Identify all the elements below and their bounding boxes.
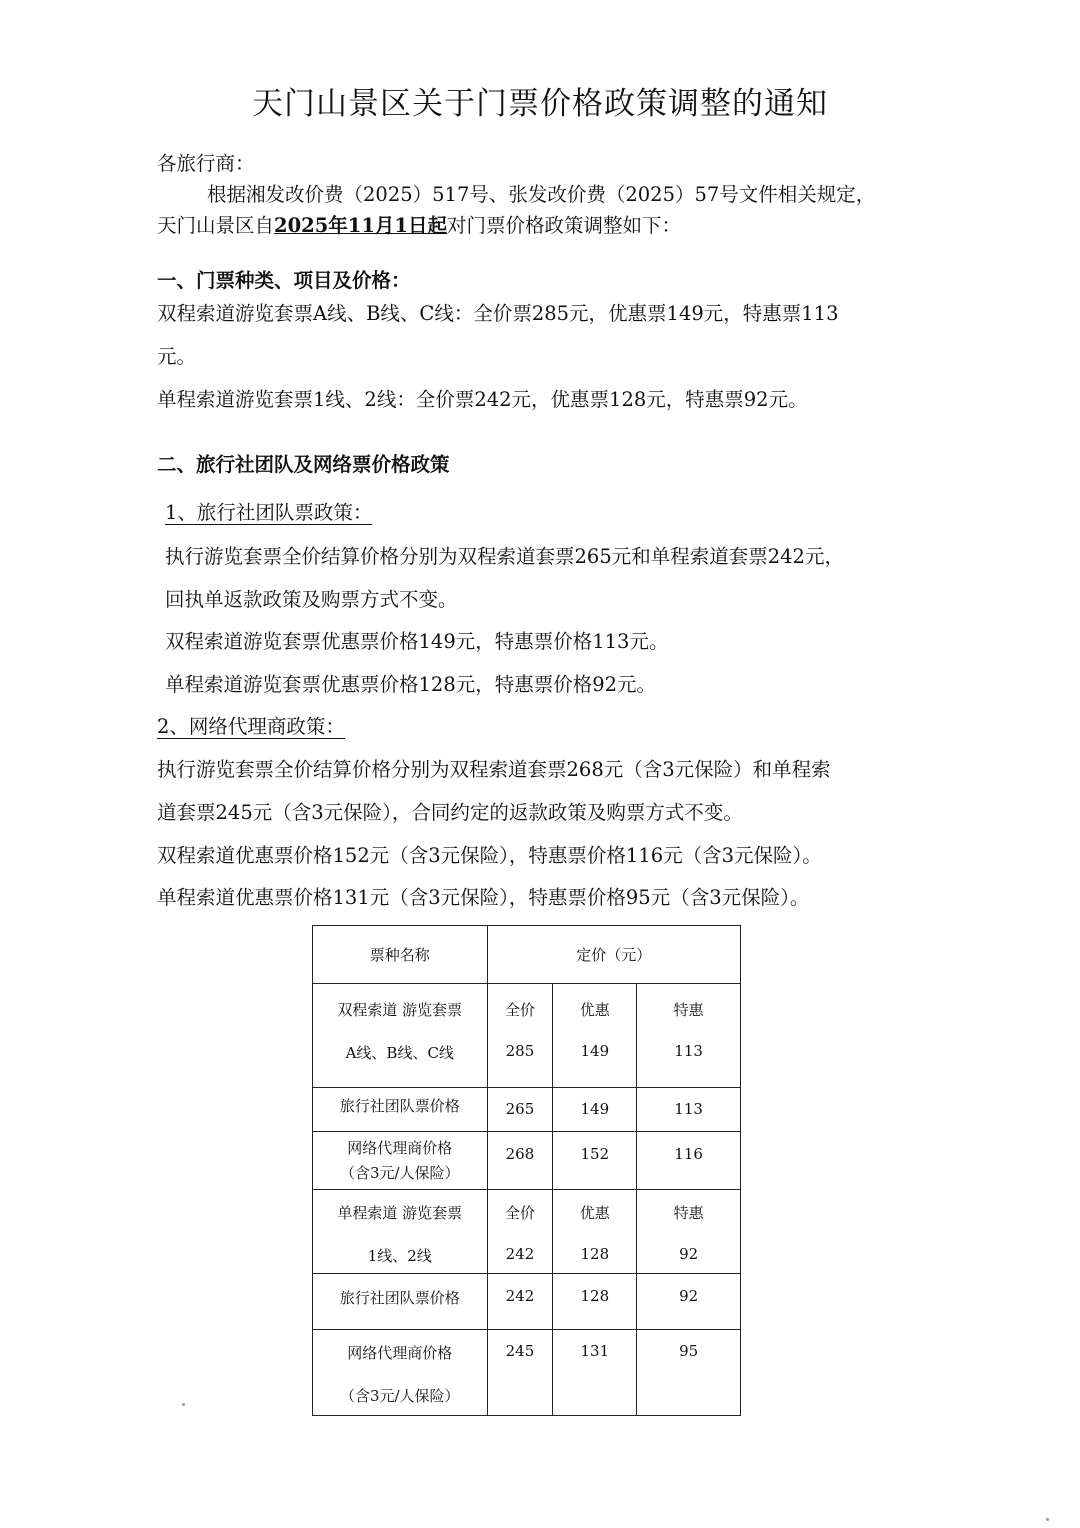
double-name-1: 双程索道 游览套票: [337, 1001, 463, 1019]
single-pref: 128: [580, 1245, 610, 1263]
double-agency-row: [313, 1088, 741, 1132]
single-main-row: [313, 1190, 741, 1274]
double-name-2: A线、B线、C线: [345, 1044, 454, 1062]
sub2-line-1: 执行游览套票全价结算价格分别为双程索道套票268元（含3元保险）和单程索: [157, 758, 831, 781]
intro-suffix: 对门票价格政策调整如下：: [447, 214, 682, 237]
sub1-line-1: 执行游览套票全价结算价格分别为双程索道套票265元和单程索道套票242元，: [165, 545, 844, 568]
header-price-cell: 定价（元）: [487, 926, 740, 984]
single-h-pref: 优惠: [579, 1204, 610, 1222]
single-agency-label: 旅行社团队票价格: [313, 1274, 488, 1330]
single-agency-spec: 92: [637, 1274, 741, 1330]
double-h-pref: 优惠: [579, 1001, 610, 1019]
section1-line-b: 单程索道游览套票1线、2线：全价票242元，优惠票128元，特惠票92元。: [157, 388, 808, 411]
double-agency-pref: 149: [553, 1088, 637, 1132]
double-pref: 149: [580, 1042, 610, 1060]
double-main-row: [313, 984, 741, 1088]
double-h-full: 全价: [504, 1001, 535, 1019]
section2-heading: 二、旅行社团队及网络票价格政策: [157, 453, 450, 476]
single-online-full: 245: [487, 1330, 553, 1416]
section1-heading: 一、门票种类、项目及价格：: [157, 269, 411, 292]
intro-prefix: 天门山景区自: [157, 214, 275, 237]
single-full-cell: [487, 1190, 553, 1274]
single-full: 242: [505, 1245, 535, 1263]
single-h-spec: 特惠: [673, 1204, 704, 1222]
single-online-label-1: 网络代理商价格: [347, 1344, 453, 1362]
table-header-row: [313, 926, 741, 984]
single-name-2: 1线、2线: [367, 1247, 432, 1265]
scan-speck: [182, 1403, 185, 1406]
double-online-pref: 152: [553, 1132, 637, 1190]
single-name-1: 单程索道 游览套票: [337, 1204, 463, 1222]
single-online-row: [313, 1330, 741, 1416]
single-online-spec: 95: [637, 1330, 741, 1416]
salutation: 各旅行商：: [157, 152, 255, 175]
single-h-full: 全价: [504, 1204, 535, 1222]
page-title: 天门山景区关于门票价格政策调整的通知: [252, 86, 828, 122]
single-online-label-cell: [313, 1330, 488, 1416]
double-pref-cell: [553, 984, 637, 1088]
single-spec-cell: [637, 1190, 741, 1274]
price-table: [312, 925, 741, 1416]
double-agency-label: 旅行社团队票价格: [313, 1088, 488, 1132]
double-spec: 113: [674, 1042, 703, 1060]
sub2-heading: 2、网络代理商政策：: [157, 715, 345, 738]
double-agency-full: 265: [487, 1088, 553, 1132]
single-online-pref: 131: [553, 1330, 637, 1416]
scan-speck: [1046, 1518, 1049, 1521]
section1-line-a1: 双程索道游览套票A线、B线、C线：全价票285元，优惠票149元，特惠票113: [157, 302, 839, 325]
sub1-heading: 1、旅行社团队票政策：: [165, 501, 373, 524]
header-name-cell: 票种名称: [313, 926, 488, 984]
double-agency-spec: 113: [637, 1088, 741, 1132]
single-spec: 92: [679, 1245, 699, 1263]
single-name-cell: [313, 1190, 488, 1274]
single-agency-full: 242: [487, 1274, 553, 1330]
sub1-line-3: 双程索道游览套票优惠票价格149元，特惠票价格113元。: [165, 630, 669, 653]
double-name-cell: [313, 984, 488, 1088]
double-online-label-2: （含3元/人保险）: [339, 1164, 460, 1182]
single-pref-cell: [553, 1190, 637, 1274]
section1-line-a2: 元。: [157, 345, 197, 368]
double-online-label-cell: [313, 1132, 488, 1190]
sub2-line-3: 双程索道优惠票价格152元（含3元保险），特惠票价格116元（含3元保险）。: [157, 844, 822, 867]
double-online-row: [313, 1132, 741, 1190]
double-online-label-1: 网络代理商价格: [347, 1139, 453, 1157]
intro-line-1: 根据湘发改价费（2025）517号、张发改价费（2025）57号文件相关规定，: [207, 183, 876, 206]
double-h-spec: 特惠: [673, 1001, 704, 1019]
sub2-line-4: 单程索道优惠票价格131元（含3元保险），特惠票价格95元（含3元保险）。: [157, 886, 810, 909]
sub1-line-2: 回执单返款政策及购票方式不变。: [165, 588, 458, 611]
intro-line-2: [157, 210, 681, 238]
single-agency-row: [313, 1274, 741, 1330]
double-spec-cell: [637, 984, 741, 1088]
double-online-full: 268: [487, 1132, 553, 1190]
single-online-label-2: （含3元/人保险）: [339, 1387, 460, 1405]
effective-date: 2025年11月1日起: [274, 214, 447, 237]
double-online-spec: 116: [637, 1132, 741, 1190]
single-agency-pref: 128: [553, 1274, 637, 1330]
sub1-line-4: 单程索道游览套票优惠票价格128元，特惠票价格92元。: [165, 673, 657, 696]
sub2-line-2: 道套票245元（含3元保险），合同约定的返款政策及购票方式不变。: [157, 801, 743, 824]
double-full-cell: [487, 984, 553, 1088]
double-full: 285: [505, 1042, 535, 1060]
